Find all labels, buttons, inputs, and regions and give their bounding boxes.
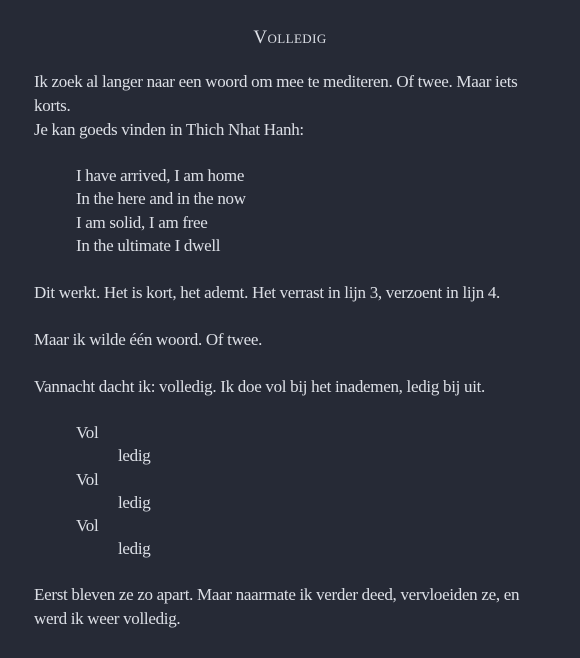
verse-line-ledig: ledig [118, 492, 151, 512]
paragraph-4: Maar ik wilde één woord. Of twee. [34, 330, 263, 349]
verse-line-ledig: ledig [118, 539, 151, 559]
paragraph-6: Eerst bleven ze zo apart. Maar naarmate ik verder deed, vervloeiden ze, en werd ik weer volledig. [34, 585, 520, 628]
verse-line-ledig: ledig [118, 446, 151, 466]
verse-line-vol: Vol [76, 516, 99, 536]
page-title: Volledig [253, 27, 327, 48]
paragraph-5: Vannacht dacht ik: volledig. Ik doe vol bij het inademen, ledig bij uit. [34, 377, 485, 396]
quoted-poem [76, 164, 246, 257]
paragraph-3: Dit werkt. Het is kort, het ademt. Het verrast in lijn 3, verzoent in lijn 4. [34, 283, 501, 302]
vol-ledig-verse [76, 421, 151, 561]
poem-line: I am solid, I am free [76, 212, 208, 232]
verse-line-vol: Vol [76, 469, 99, 489]
paragraph-2: Je kan goeds vinden in Thich Nhat Hanh: [34, 120, 304, 139]
paragraph-1: Ik zoek al langer naar een woord om mee te mediteren. Of twee. Maar iets korts. [34, 72, 518, 115]
poem-line: In the ultimate I dwell [76, 235, 221, 255]
verse-line-vol: Vol [76, 423, 99, 442]
poem-line: In the here and in the now [76, 189, 246, 209]
poem-line: I have arrived, I am home [76, 166, 245, 185]
